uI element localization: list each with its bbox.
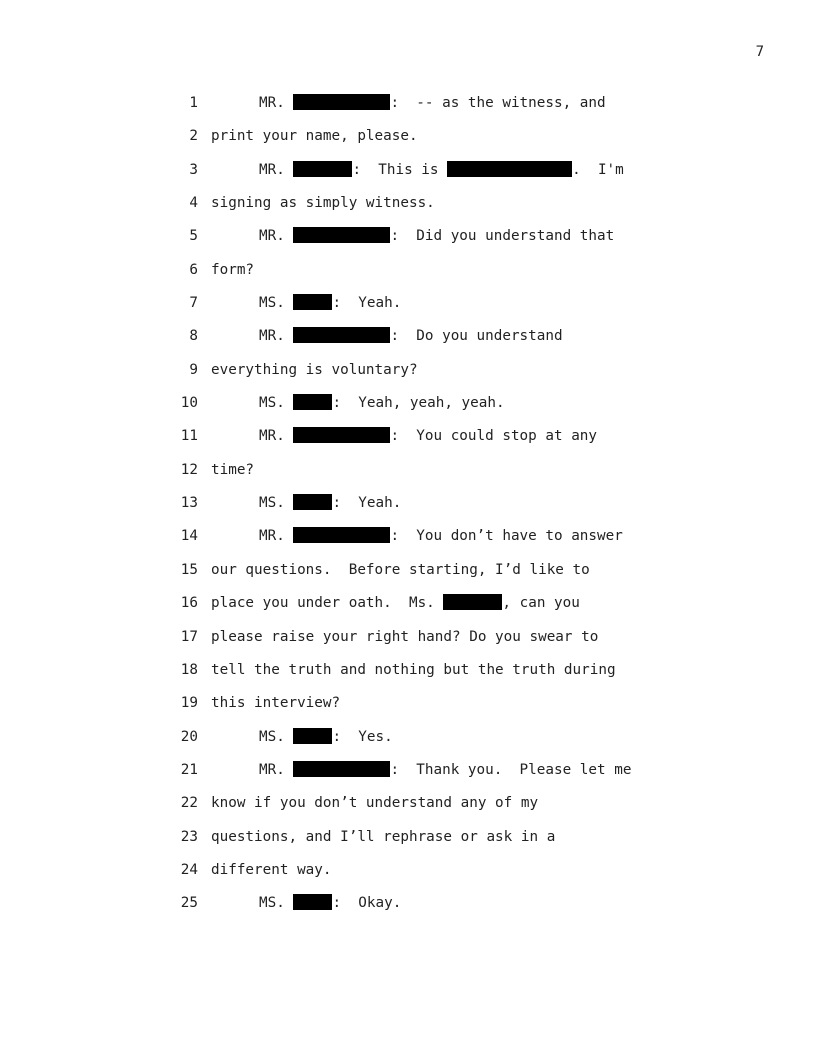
line-text [211,254,254,287]
line-number: 3 [189,161,198,178]
line-number: 14 [180,528,198,545]
text-segment: : Yes. [332,728,393,745]
text-segment: everything is voluntary? [211,361,418,378]
line-number: 12 [180,461,198,478]
text-segment: place you under oath. Ms. [211,595,444,612]
transcript-line [0,454,816,487]
line-text [259,887,401,920]
redaction-bar [293,527,390,543]
line-text [211,654,616,687]
text-segment: MS. [259,728,294,745]
line-number: 19 [180,695,198,712]
transcript-line [0,721,816,754]
line-number: 15 [180,561,198,578]
transcript-line [0,154,816,187]
line-text [211,454,254,487]
line-text [211,821,555,854]
text-segment: : -- as the witness, and [390,95,606,111]
text-segment: : You could stop at any [390,428,598,445]
transcript-line [0,654,816,687]
redaction-bar [293,894,332,910]
transcript-body [0,87,816,921]
line-number: 4 [189,195,198,212]
line-number: 18 [180,661,198,678]
page-number: 7 [755,44,764,60]
line-number: 13 [180,495,198,512]
redaction-bar [293,327,390,343]
transcript-line [0,554,816,587]
redaction-bar [293,394,332,410]
text-segment: : You don’t have to answer [390,528,623,545]
transcript-line [0,854,816,887]
text-segment: MR. [259,161,294,178]
text-segment: MR. [259,428,294,445]
transcript-line [0,187,816,220]
line-text [211,621,598,654]
text-segment: MR. [259,95,294,111]
transcript-line [0,621,816,654]
line-text [259,520,623,553]
line-text [259,721,393,754]
redaction-bar [293,427,390,443]
line-text [259,220,614,253]
redaction-bar [293,161,352,177]
transcript-line [0,287,816,320]
line-text [211,120,418,153]
line-number: 23 [180,828,198,845]
transcript-line [0,487,816,520]
redaction-bar [293,227,390,243]
text-segment: questions, and I’ll rephrase or ask in a [211,828,556,845]
text-segment: form? [211,261,255,278]
transcript-line [0,387,816,420]
line-text [259,320,563,353]
line-number: 20 [180,728,198,745]
transcript-line [0,87,816,120]
line-text [259,420,597,453]
line-number: 2 [189,128,198,145]
line-number: 11 [180,428,198,445]
transcript-line [0,320,816,353]
redaction-bar [293,94,390,110]
text-segment: : Okay. [332,895,402,912]
redaction-bar [447,161,572,177]
line-number: 16 [180,595,198,612]
text-segment: MR. [259,761,294,778]
transcript-line [0,754,816,787]
transcript-line [0,821,816,854]
text-segment: know if you don’t understand any of my [211,795,539,812]
text-segment: : Thank you. Please let me [390,761,632,778]
text-segment: print your name, please. [211,128,418,145]
line-number: 7 [189,295,198,312]
line-text [259,87,606,120]
line-number: 17 [180,628,198,645]
text-segment: MR. [259,228,294,245]
line-text [211,354,418,387]
transcript-line [0,354,816,387]
text-segment: time? [211,461,255,478]
text-segment: MR. [259,528,294,545]
text-segment: MR. [259,328,294,345]
line-text [211,187,435,220]
line-text [259,154,624,187]
text-segment: MS. [259,295,294,312]
text-segment: this interview? [211,695,341,712]
line-number: 1 [189,95,198,111]
text-segment: , can you [502,595,580,612]
line-text [211,587,580,620]
line-text [211,554,590,587]
redaction-bar [293,494,332,510]
line-number: 25 [180,895,198,912]
line-number: 24 [180,861,198,878]
line-number: 22 [180,795,198,812]
transcript-line [0,887,816,920]
transcript-line [0,420,816,453]
redaction-bar [293,294,332,310]
text-segment: : Yeah. [332,295,402,312]
line-number: 5 [189,228,198,245]
line-text [259,487,401,520]
transcript-line [0,220,816,253]
transcript-line [0,520,816,553]
line-number: 10 [180,395,198,412]
text-segment: : This is [352,161,448,178]
redaction-bar [443,594,502,610]
line-number: 6 [189,261,198,278]
line-number: 9 [189,361,198,378]
text-segment: signing as simply witness. [211,195,435,212]
transcript-line [0,787,816,820]
text-segment: please raise your right hand? Do you swear to [211,628,599,645]
text-segment: our questions. Before starting, I’d like to [211,561,590,578]
text-segment: : Yeah. [332,495,402,512]
redaction-bar [293,761,390,777]
line-text [259,287,401,320]
text-segment: MS. [259,495,294,512]
text-segment: : Yeah, yeah, yeah. [332,395,505,412]
transcript-line [0,254,816,287]
text-segment: tell the truth and nothing but the truth during [211,661,616,678]
text-segment: different way. [211,861,332,878]
text-segment: MS. [259,395,294,412]
line-number: 21 [180,761,198,778]
line-number: 8 [189,328,198,345]
text-segment: : Did you understand that [390,228,615,245]
redaction-bar [293,728,332,744]
line-text [259,387,505,420]
text-segment: : Do you understand [390,328,563,345]
line-text [259,754,631,787]
text-segment: MS. [259,895,294,912]
line-text [211,787,538,820]
transcript-line [0,687,816,720]
line-text [211,687,340,720]
transcript-line [0,120,816,153]
line-text [211,854,332,887]
transcript-line [0,587,816,620]
text-segment: . I'm [572,161,624,178]
